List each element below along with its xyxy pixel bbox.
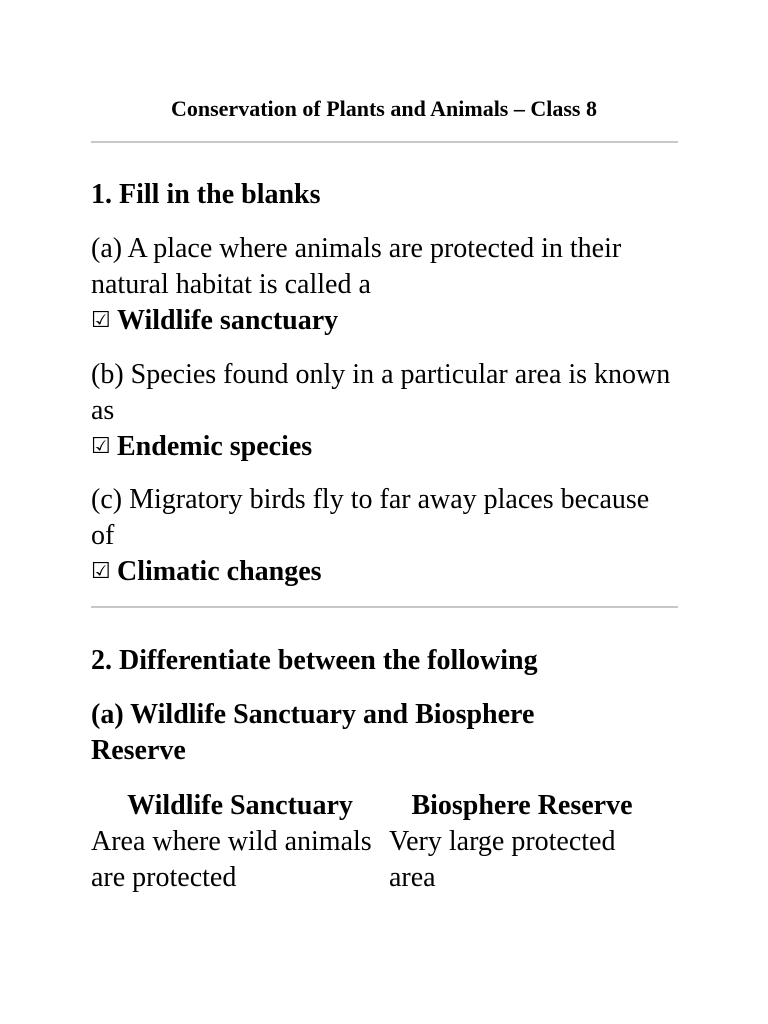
table-header-wildlife-sanctuary: Wildlife Sanctuary xyxy=(127,790,353,821)
question-a xyxy=(91,231,678,339)
question-b xyxy=(91,357,678,465)
question-b-text: (b) Species found only in a particular area is known as xyxy=(91,359,671,426)
check-box-icon: ☑ xyxy=(91,559,111,584)
answer-b xyxy=(91,429,678,465)
answer-a-text: Wildlife sanctuary xyxy=(117,305,339,336)
table-row xyxy=(91,824,655,896)
table-cell: Very large protected area xyxy=(389,826,616,893)
divider-middle xyxy=(91,606,678,608)
section-2-heading: 2. Differentiate between the following xyxy=(91,645,538,676)
check-box-icon: ☑ xyxy=(91,434,111,459)
comparison-table xyxy=(91,788,655,896)
section-1-heading: 1. Fill in the blanks xyxy=(91,179,321,210)
question-c-text: (c) Migratory birds fly to far away places because of xyxy=(91,484,650,551)
check-box-icon: ☑ xyxy=(91,308,111,333)
table-cell: Area where wild animals are protected xyxy=(91,826,372,893)
section-2a-subheading: (a) Wildlife Sanctuary and Biosphere Reserve xyxy=(91,699,535,766)
divider-top xyxy=(91,141,678,143)
page-title: Conservation of Plants and Animals – Class 8 xyxy=(170,96,597,121)
answer-c xyxy=(91,554,678,590)
question-a-text: (a) A place where animals are protected in their natural habitat is called a xyxy=(91,233,622,300)
answer-a xyxy=(91,303,678,339)
table-header-biosphere-reserve: Biosphere Reserve xyxy=(411,790,633,821)
table-header-row xyxy=(91,788,655,824)
answer-b-text: Endemic species xyxy=(117,431,313,462)
answer-c-text: Climatic changes xyxy=(117,556,322,587)
question-c xyxy=(91,482,678,590)
